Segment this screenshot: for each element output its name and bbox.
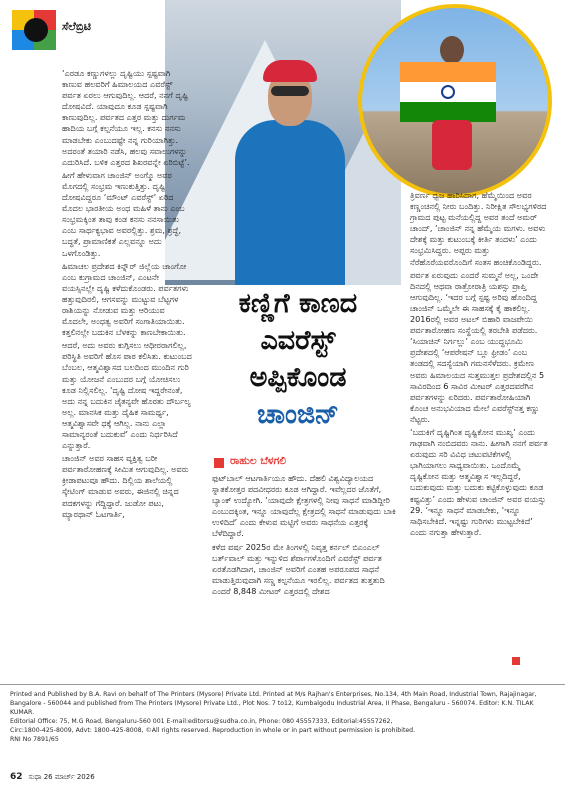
paragraph: ಹೀಗೆ ಹೇಳುವಾಗ ಚಾಂಜಿನ್ ಅಂಗ್ಮೊ ಅವರ ಮೊಗದಲ್ಲಿ ಸಂಭ್ರಮ ಇಣುಕುತ್ತಿತ್ತು. ದೃಷ್ಟಿ ದೋಷವಿದ್ದರೂ ‘ಮೌಂಟ್ ಎವರೆಸ್ಟ್’ ಏರಿದ ಮೊದಲ ಭಾರತೀಯ ಅಂಧ ಮಹಿಳೆ ತಾನು ಎಂಬ ಸಂಭ್ರಮಕ್ಕಿಂತ ತಾವು ಕಂಡ ಕನಸು ನನಸಾಯಿತು ಎಂಬ ಸಾರ್ಥಕ್ಯಭಾವ ಅವರಲ್ಲಿತ್ತು. ಶ್ರಮ, ಶ್ರದ್ಧೆ, ಬದ್ಧತೆ, ಪ್ರಾಮಾಣಿಕತೆ ಎಲ್ಲವನ್ನೂ ಅದು ಒಳಗೊಂಡಿತ್ತು. [62,169,185,258]
imprint-line: Circ:1800-425-8009, Advt: 1800-425-8008, ©All rights reserved. Reproduction in whole or in part without permission is prohibited. [10,727,416,734]
paragraph: ತ್ರಿವರ್ಣ ಧ್ವಜ ಹಾರಿಸಿದಾಗ, ಹೆಮ್ಮೆಯಿಂದ ಅವರ ಕಣ್ಣಂಚಿನಲ್ಲಿ ನೀರು ಬಂದಿತ್ತು. ನಿರೀಕ್ಷಿತ ಸೌಲಭ್ಯಗಳಿರದ ಗ್ರಾಮದ ಪುಟ್ಟ ಮನೆಯಲ್ಲಿದ್ದ ಅವರ ತಂದೆ ಅಮರ್ ಚಾಂದ್, ‘ಚಾಂಜಿನ್ ನನ್ನ ಹೆಮ್ಮೆಯ ಮಗಳು. ಅವಳು ದೇಶಕ್ಕೆ ಮತ್ತು ಕುಟುಂಬಕ್ಕೆ ಕೀರ್ತಿ ತಂದಳು’ ಎಂದು ಸಂಭ್ರಮಿಸಿದ್ದರು. ಅಪ್ಪರು ಮತ್ತು ನೆರೆಹೊರೆಯವರೊಂದಿಗೆ ಸಂತಸ ಹಂಚಿಕೊಂಡಿದ್ದರು. [410,190,547,267]
imprint-line: Printed and Published by B.A. Ravi on behalf of The Printers (Mysore) Private Ltd. Printed at M/s Rajhan's Enterprises, No.134, 4th Main Road, Industrial Town, Rajajinagar, Bangalore - 560044 and published from The Printers (Mysore) Private Ltd., Plot Nos. 7 to12, Kumbalgodu Industrial Area, II Phase, Bengaluru - 560074. Editor: K.N. TILAK KUMAR. [10,691,537,716]
issue-date: ಸುಧಾ 26 ಮಾರ್ಚ್ 2026 [28,773,95,781]
paragraph: ಆದರೆ, ಅದು ಅವರು ಕುಗ್ಗಿಸಲು ಆಧೀರರಾಗಲಿಲ್ಲ, ಪರಿಸ್ಥಿತಿ ಅವರಿಗೆ ಹೊಸ ಪಾಠ ಕಲಿಸಿತು. ಕುಟುಂಬದ ಬೆಂಬಲ, ಆತ್ಮವಿಶ್ವಾಸದ ಬಲದಿಂದ ಮುಂದಿನ ಗುರಿ ಮತ್ತು ಯೋಜನೆ ಎಂಬುದರ ಬಗ್ಗೆ ಯೋಚಿಸಲು ಕೂಡ ನಿಲ್ಲಿಸಲಿಲ್ಲ. ‘ದೃಷ್ಟಿ ದೋಷ ಇದ್ದರೇನಂತೆ, ಅದು ನನ್ನ ಬದುಕಿನ ಚೈತನ್ಯವೇ ಹೊರತು ದೌರ್ಬಲ್ಯ ಅಲ್ಲ. ಮಾನಸಿಕ ಮತ್ತು ದೈಹಿಕ ಸಾಮರ್ಥ್ಯ, ಆತ್ಮವಿಶ್ವಾಸವೇ ಧಕ್ಕೆ ಆಗಿಲ್ಲ. ನಾನು ಎಲ್ಲಾ ಸಾಮಾನ್ಯರಂತೆ ಬದುಕುವೆ’ ಎಂದು ನಿರ್ಧರಿಸಿದೆ ಎನ್ನುತ್ತಾರೆ. [62,340,192,451]
magazine-logo [12,10,56,50]
climber-photo [165,0,401,285]
article-column-1 [62,68,192,680]
paragraph: ಚಾಂಜಿನ್ ಅವರ ಸಾಹಸ ವ್ಯಕ್ತಿತ್ವ ಬರೀ ಪರ್ವತಾರೋಹಣಕ್ಕೆ ಸೀಮಿತ ಆಗುವುದಿಲ್ಲ. ಅವರು ಕ್ರೀಡಾಪಟುವೂ ಹೌದು. ದಿಲ್ಲಿಯ ಶಾಲೆಯಲ್ಲಿ ಸ್ಕೇಟಿಂಗ್ ಮಾಡುವ ಅವರು, ಈಜಿನಲ್ಲಿ ಚಿನ್ನದ ಪದಕಗಳನ್ನು ಗೆದ್ದಿದ್ದಾರೆ. ಜುಡೋ ಪಟು, ಮ್ಯಾರಥಾನ್ ಓಟಗಾರ್ತಿ, [62,453,189,519]
end-mark-icon [512,657,520,665]
section-label: ಸೆಲೆಬ್ರಿಟಿ [62,20,91,33]
imprint-line: Editorial Office: 75, M.G Road, Bengaluru-560 001 E-mail:editorsu@sudha.co.in, Phone: 080 45557333, Editorial:45557262, [10,718,393,725]
paragraph: ‘ಎರಡೂ ಕಣ್ಣುಗಳಲ್ಲು ದೃಷ್ಟಿಯು ಸ್ಪಷ್ಟವಾಗಿ ಕಾಣುವ ಹಲವರಿಗೆ ಹಿಮಾಲಯದ ಎವರೆಸ್ಟ್ ಪರ್ವತ ಏರಲು ಆಗುವುದಿಲ್ಲ. ಆದರೆ, ನನಗೆ ದೃಷ್ಟಿ ದೋಷವಿದೆ. ಯಾವುದೂ ಕೂಡ ಸ್ಪಷ್ಟವಾಗಿ ಕಾಣುವುದಿಲ್ಲ. ಪರ್ವತದ ಎತ್ತರ ಮತ್ತು ದುರ್ಗಮ ಹಾದಿಯ ಬಗ್ಗೆ ಕಲ್ಪನೆಯೂ ಇಲ್ಲ. ಕನಸು ನನಸು ಮಾಡಬೇಕು ಎಂಬುದಷ್ಟೇ ನನ್ನ ಗುರಿಯಾಗಿತ್ತು. ಅದರಂತೆ ತಯಾರಿ ನಡೆಸಿ, ಹಲವು ಸವಾಲುಗಳನ್ನು ಎದುರಿಸಿದೆ. ಬಳಿಕ ಎತ್ತರದ ಶಿಖರವನ್ನೇ ಏರಿಬಿಟ್ಟೆ’. [62,68,190,167]
paragraph: ಫುಟ್‌ಬಾಲ್ ಆಟಗಾರ್ತಿಯೂ ಹೌದು. ದೆಹಲಿ ವಿಶ್ವವಿದ್ಯಾಲಯದ ಸ್ನಾತಕೋತ್ತರ ಪದವೀಧರರು ಕೂಡ ಆಗಿದ್ದಾರೆ. ಇವೆಲ್ಲದರ ಜೊತೆಗೆ, ಬ್ಯಾಂಕ್ ಉದ್ಯೋಗಿ. ‘ಯಾವುದೇ ಕ್ಷೇತ್ರಗಳಲ್ಲಿ ನೀವು ಸಾಧನೆ ಮಾಡಿದ್ದೀರಿ ಎಂಬುದಕ್ಕಿಂತ, ಇನ್ನೂ ಯಾವುದೆಲ್ಲ ಕ್ಷೇತ್ರದಲ್ಲಿ ಸಾಧನೆ ಮಾಡುವುದು ಬಾಕಿ ಉಳಿದಿದೆ’ ಎಂದು ಕೇಳುವ ಮಟ್ಟಿಗೆ ಅವರು ಸಾಧನೆಯ ಎತ್ತರಕ್ಕೆ ಬೆಳೆದಿದ್ದಾರೆ. [212,473,396,539]
article-title [196,285,400,453]
byline [212,455,398,471]
title-line-4: ಚಾಂಜಿನ್ [257,399,339,430]
summit-flag-photo [358,4,552,198]
title-line-3: ಅಪ್ಪಿಕೊಂಡ [249,362,347,393]
author-name: ರಾಹುಲ ಬೆಳಗಲಿ [230,455,286,467]
paragraph: ಕಳೆದ ವರ್ಷ 2025ರ ಮೇ ತಿಂಗಳಲ್ಲಿ ನಿವೃತ್ತ ಕರ್ನಲ್ ಬಿಎಂಎಲ್ ಬರ್ತ್‌ವಾಲ್ ಮತ್ತು ಇನ್ನುಳಿದ ಶೆರ್ಪಾಗಳೊಂದಿಗೆ ಎವರೆಸ್ಟ್ ಪರ್ವತ ಏರತೊಡಗಿದಾಗ, ಚಾಂಜಿನ್ ಅವರಿಗೆ ಎಂತಹ ಅಪರೂಪದ ಸಾಧನೆ ಮಾಡುತ್ತಿರುವುದಾಗಿ ಸಣ್ಣ ಕಲ್ಪನೆಯೂ ಇರಲಿಲ್ಲ. ಪರ್ವತದ ತುತ್ತತುದಿ ಎಂದರೆ 8,848 ಮೀಟರ್ ಎತ್ತರದಲ್ಲಿ ದೇಶದ [212,541,385,596]
article-column-3 [410,190,550,680]
paragraph: ಪರ್ವತ ಏರುವುದು ಎಂದರೆ ಸುಮ್ಮನೆ ಅಲ್ಲ, ಒಂದೇ ದಿನದಲ್ಲಿ ಆಥವಾ ರಾತ್ರೋರಾತ್ರಿ ಯಶಸ್ಸು ಪ್ರಾಪ್ತಿ ಆಗುವುದಿಲ್ಲ. ‘ಇದರ ಬಗ್ಗೆ ಸ್ಪಷ್ಟ ಅರಿವು ಹೊಂದಿದ್ದ ಚಾಂಜಿನ್ ಒಮ್ಮೆಲೇ ಈ ಸಾಹಸಕ್ಕೆ ಕೈ ಹಾಕಲಿಲ್ಲ. 2016ರಲ್ಲಿ ಅವರ ಅಟಲ್ ಬಿಹಾರಿ ವಾಜಪೇಯಿ ಪರ್ವತಾರೋಹಣ ಸಂಸ್ಥೆಯಲ್ಲಿ ತರಬೇತಿ ಪಡೆದರು. ‘ಸಿಯಾಚಿನ್ ನಿರ್ಗಲ್ಲು’ ಎಂಬ ಯುದ್ಧಭೂಮಿ ಪ್ರದೇಶದಲ್ಲಿ ‘ಆಪರೇಷನ್ ಬ್ಲೂ ಫ್ರೀಡಂ’ ಎಂಬ ತಂಡದಲ್ಲಿ ಸದಸ್ಯೆಯಾಗಿ ಗಮನಸೆಳೆದರು. ಕ್ರಮೇಣ ಅವರು ಹಿಮಾಲಯದ ಸುತ್ತಮುತ್ತಲ ಪ್ರದೇಶದಲ್ಲಿನ 5 ಸಾವಿರದಿಂದ 6 ಸಾವಿರ ಮೀಟರ್ ಎತ್ತರದವರೆಗಿನ ಪರ್ವತಗಳನ್ನು ಏರಿದರು. ಪರ್ವತಾರೋಹಿಯಾಗಿ ಕೊಂಚ ಅನುಭವಿಯಾದ ಮೇಲೆ ಎವರೆಸ್ಟ್‌ನತ್ತ ಕಣ್ಣು ನೆಟ್ಟರು. [410,269,545,424]
imprint-line: RNI No 7891/65 [10,736,59,743]
byline-marker-icon [214,458,224,468]
paragraph: ‘ಬದುಕಿಗೆ ದೃಷ್ಟಿಗಿಂತ ದೃಷ್ಟಿಕೋನ ಮುಖ್ಯ’ ಎಂದು ಗಾಢವಾಗಿ ನಂಬಿದವರು ನಾನು. ಹೀಗಾಗಿ ನನಗೆ ಪರ್ವತ ಏರುವುದು ಸರಿ ವಿವಿಧ ಚಟುವಟಿಕೆಗಳಲ್ಲಿ ಭಾಗಿಯಾಗಲು ಸಾಧ್ಯವಾಯಿತು. ಒಂದೊಮ್ಮೆ ದೃಷ್ಟಿಕೋನ ಮತ್ತು ಆತ್ಮವಿಶ್ವಾಸ ಇಲ್ಲದಿದ್ದರೆ, ಬದುಕುವುದು ಮತ್ತು ಬದುಕು ಕಟ್ಟಿಕೊಳ್ಳುವುದು ಕೂಡ ಕಷ್ಟವಿತ್ತು’ ಎಂದು ಹೇಳುವ ಚಾಂಜಿನ್ ಅವರ ವಯಸ್ಸು 29. ‘ಇನ್ನೂ ಸಾಧನೆ ಮಾಡಬೇಕು, ‘ಇನ್ನೂ ಸಾಧಿಸಬೇಕಿದೆ. ಇನ್ನಷ್ಟು ಗುರಿಗಳು ಮುಟ್ಟಬೇಕಿದೆ’ ಎಂದು ನಗುತ್ತಾ ಹೇಳುತ್ತಾರೆ. [410,426,548,537]
title-line-2: ಎವರೆಸ್ಟ್ [260,325,336,356]
paragraph: ಹಿಮಾಚಲ ಪ್ರದೇಶದ ಕಿನ್ನೌರ್ ಜಿಲ್ಲೆಯ ಚಾಂಗೋ ಎಂಬ ಕುಗ್ರಾಮದ ಚಾಂಜಿನ್, ಎಂಟನೇ ವಯಸ್ಸಿನಲ್ಲೇ ದೃಷ್ಟಿ ಕಳೆದುಕೊಂಡರು. ಪರ್ವತಗಳು ಹತ್ತುವುದಿರಲಿ, ಆಗಸವನ್ನು ಮುಟ್ಟುವ ಬೆಟ್ಟಗಳ ರಾಶಿಯನ್ನು ನೋಡುವ ಮತ್ತು ಆರಿಯುವ ಮೊದಲೇ, ಅಂಧತ್ವ ಅವರಿಗೆ ಸಂಗಾತಿಯಾಯಿತು. ಕತ್ತಲಿನಲ್ಲೇ ಬದುಕಿನ ಬೆಳಕನ್ನು ಕಾಣಬೇಕಾಯಿತು. [62,260,189,338]
article-column-2 [212,473,398,681]
indian-flag-icon [400,62,496,122]
page-footer [10,772,95,782]
imprint [10,690,555,744]
page-number: 62 [10,772,23,782]
title-line-1: ಕಣ್ಣಿಗೆ ಕಾಣದ [238,288,358,319]
footer-divider [0,684,565,685]
